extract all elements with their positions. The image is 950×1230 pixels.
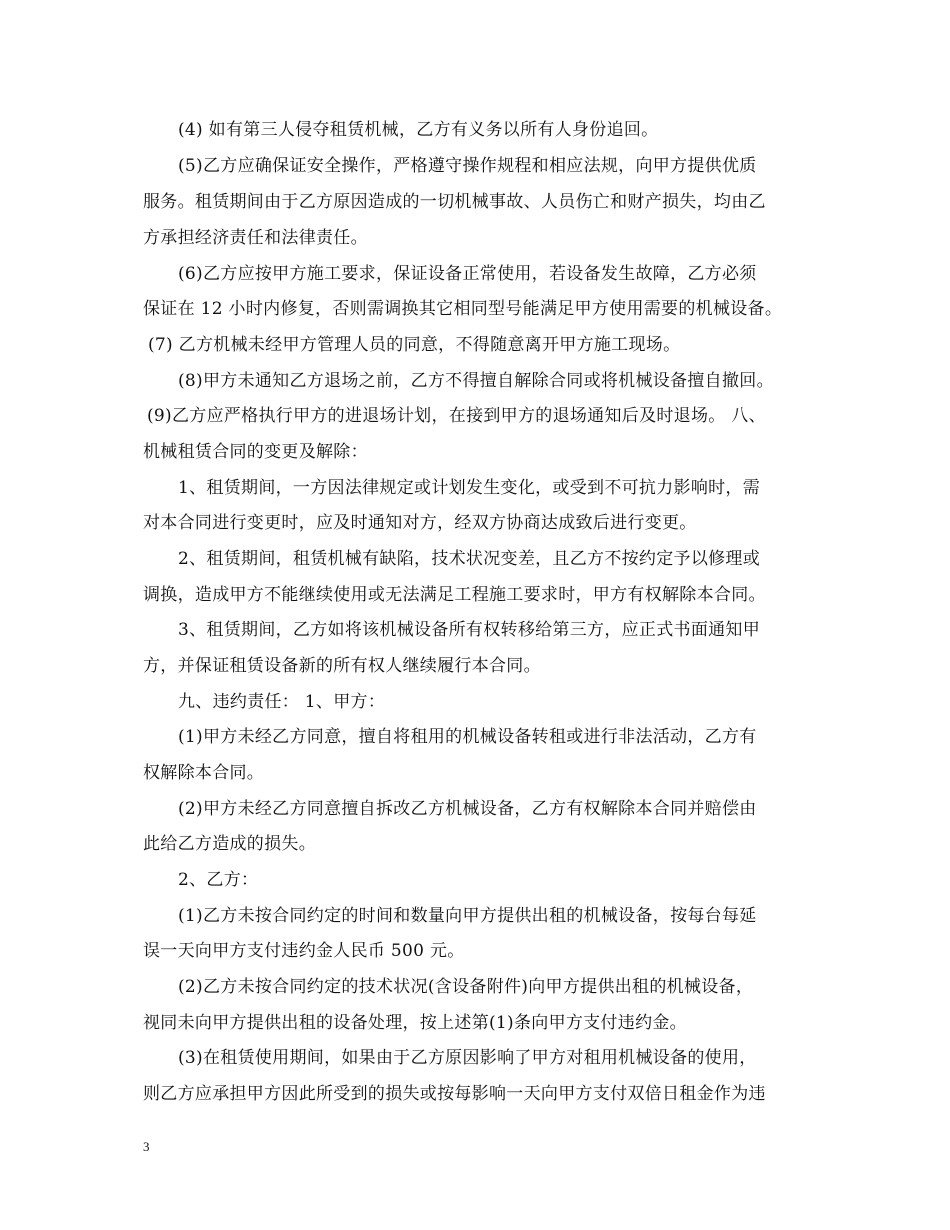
- text-line: (4) 如有第三人侵夺租赁机械，乙方有义务以所有人身份追回。: [178, 120, 659, 140]
- text-line: 方承担经济责任和法律责任。: [143, 228, 368, 248]
- text-line: 调换，造成甲方不能继续使用或无法满足工程施工要求时，甲方有权解除本合同。: [143, 585, 766, 605]
- text-line: (2)甲方未经乙方同意擅自拆改乙方机械设备，乙方有权解除本合同并赔偿由: [178, 799, 757, 819]
- text-line: (7) 乙方机械未经甲方管理人员的同意，不得随意离开甲方施工现场。: [148, 335, 681, 355]
- text-line: (6)乙方应按甲方施工要求，保证设备正常使用，若设备发生故障，乙方必须: [178, 264, 757, 284]
- text-line: 权解除本合同。: [143, 763, 265, 783]
- text-line: 保证在 12 小时内修复，否则需调换其它相同型号能满足甲方使用需要的机械设备。: [143, 299, 783, 319]
- text-line: 九、违约责任： 1、甲方：: [178, 692, 386, 712]
- text-line: (3)在租赁使用期间，如果由于乙方原因影响了甲方对租用机械设备的使用，: [178, 1048, 757, 1068]
- text-line: (1)乙方未按合同约定的时间和数量向甲方提供出租的机械设备，按每台每延: [178, 906, 757, 926]
- text-line: (9)乙方应严格执行甲方的进退场计划，在接到甲方的退场通知后及时退场。 八、: [147, 406, 766, 426]
- text-line: 3、租赁期间，乙方如将该机械设备所有权转移给第三方，应正式书面通知甲: [178, 620, 761, 640]
- text-line: (2)乙方未按合同约定的技术状况(含设备附件)向甲方提供出租的机械设备，: [178, 977, 754, 997]
- text-line: (1)甲方未经乙方同意，擅自将租用的机械设备转租或进行非法活动，乙方有: [178, 727, 757, 747]
- text-line: 1、租赁期间，一方因法律规定或计划发生变化，或受到不可抗力影响时，需: [178, 478, 761, 498]
- text-line: 2、乙方：: [178, 870, 259, 890]
- text-line: 对本合同进行变更时，应及时通知对方，经双方协商达成致后进行变更。: [143, 513, 697, 533]
- page-number: 3: [143, 1139, 150, 1154]
- text-line: (8)甲方未通知乙方退场之前，乙方不得擅自解除合同或将机械设备擅自撤回。: [178, 371, 774, 391]
- text-line: 2、租赁期间，租赁机械有缺陷，技术状况变差，且乙方不按约定予以修理或: [178, 549, 761, 569]
- text-line: 服务。租赁期间由于乙方原因造成的一切机械事故、人员伤亡和财产损失，均由乙: [143, 192, 766, 212]
- text-line: 误一天向甲方支付违约金人民币 500 元。: [143, 941, 465, 961]
- text-line: (5)乙方应确保证安全操作，严格遵守操作规程和相应法规，向甲方提供优质: [178, 156, 757, 176]
- text-line: 此给乙方造成的损失。: [143, 834, 316, 854]
- text-line: 则乙方应承担甲方因此所受到的损失或按每影响一天向甲方支付双倍日租金作为违: [143, 1084, 766, 1104]
- text-line: 视同未向甲方提供出租的设备处理，按上述第(1)条向甲方支付违约金。: [143, 1013, 687, 1033]
- text-line: 机械租赁合同的变更及解除：: [143, 442, 368, 462]
- text-line: 方，并保证租赁设备新的所有权人继续履行本合同。: [143, 656, 541, 676]
